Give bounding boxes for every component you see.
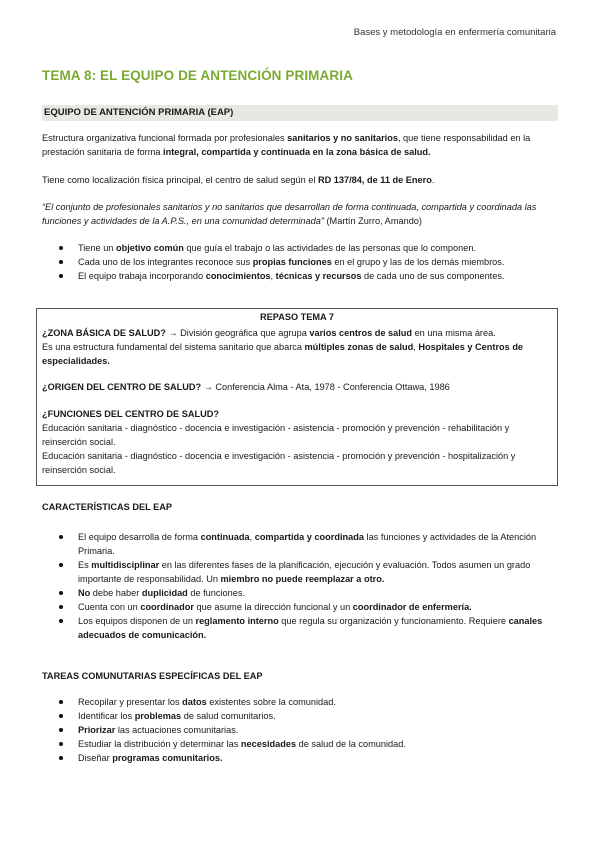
text-run: existentes sobre la comunidad. (206, 697, 336, 707)
text-run: multidisciplinar (91, 560, 160, 570)
text-run: “El conjunto de profesionales sanitarios y no sanitarios que desarrollan de forma continuada, compartida y coordinada las funciones y actividades de la A.P.S., en una comunidad determinada” (42, 202, 537, 226)
text-run: varios centros de salud (309, 328, 413, 338)
caracteristicas-heading: CARACTERÍSTICAS DEL EAP (42, 502, 172, 512)
funciones-list-1: Educación sanitaria - diagnóstico - docencia e investigación - asistencia - promoción y prevención - rehabilitación y reinserción social. (42, 423, 510, 447)
bullet-item (42, 751, 558, 765)
bullet-icon (59, 605, 63, 609)
text-run: , (249, 532, 255, 542)
bullet-item (42, 709, 558, 723)
text-run: . (431, 175, 435, 185)
bullet-item (42, 586, 558, 600)
bullet-item (42, 558, 558, 586)
page-title: TEMA 8: EL EQUIPO DE ANTENCIÓN PRIMARIA (42, 68, 353, 83)
bullet-item (42, 600, 558, 614)
text-run: Hospitales y Centros de especialidades. (42, 342, 524, 366)
text-run: coordinador de enfermería. (352, 602, 472, 612)
text-run: problemas (134, 711, 182, 721)
text-run: de funciones. (187, 588, 246, 598)
text-run: ¿ZONA BÁSICA DE SALUD? (42, 328, 166, 338)
text-run: en el grupo y las de los demás miembros. (331, 257, 505, 267)
text-run: El equipo trabaja incorporando (78, 271, 206, 281)
text-run: , (413, 342, 419, 352)
text-run: necesidades (240, 739, 297, 749)
text-run: ¿ORIGEN DEL CENTRO DE SALUD? → (42, 382, 213, 392)
bullet-icon (59, 274, 63, 278)
review-box (36, 308, 558, 486)
text-run: Cada uno de los integrantes reconoce sus (78, 257, 253, 267)
text-run: las funciones y actividades de la Atención Primaria. (78, 532, 537, 556)
text-run: múltiples zonas de salud (304, 342, 414, 352)
bullet-item (42, 614, 558, 642)
caracteristicas-bullet-list (42, 530, 558, 642)
text-run: Tiene un (78, 243, 116, 253)
bullet-icon (59, 535, 63, 539)
text-run: que regula su organización y funcionamiento. Requiere (278, 616, 509, 626)
bullet-item (42, 269, 558, 283)
text-run: Diseñar (78, 753, 113, 763)
text-run: conocimientos (205, 271, 271, 281)
text-run: No (78, 588, 91, 598)
text-run: → División geográfica que agrupa (165, 328, 310, 338)
text-run: integral, compartida y continuada en la zona básica de salud. (163, 147, 431, 157)
tareas-heading: TAREAS COMUNUTARIAS ESPECÍFICAS DEL EAP (42, 671, 263, 681)
text-run: que asume la dirección funcional y un (193, 602, 353, 612)
definition-paragraph (42, 131, 558, 159)
text-run: sanitarios y no sanitarios (287, 133, 398, 143)
text-run: de salud de la comunidad. (296, 739, 406, 749)
bullet-icon (59, 619, 63, 623)
text-run: propias funciones (252, 257, 332, 267)
funciones-heading: ¿FUNCIONES DEL CENTRO DE SALUD? (42, 409, 219, 419)
text-run: Recopilar y presentar los (78, 697, 183, 707)
text-run: miembro no puede reemplazar a otro. (220, 574, 385, 584)
text-run: las actuaciones comunitarias. (115, 725, 239, 735)
text-run: Cuenta con un (78, 602, 141, 612)
text-run: en una misma área. (412, 328, 496, 338)
text-run: , que tiene responsabilidad en la prestación sanitaria de forma (42, 133, 531, 157)
bullet-icon (59, 742, 63, 746)
text-run: duplicidad (141, 588, 188, 598)
tareas-bullet-list (42, 695, 558, 765)
text-run: RD 137/84, de 11 de Enero (317, 175, 432, 185)
text-run: Estudiar la distribución y determinar las (78, 739, 241, 749)
text-run: Estructura organizativa funcional formada por profesionales (42, 133, 288, 143)
bullet-icon (59, 246, 63, 250)
bullet-icon (59, 260, 63, 264)
estructura-paragraph (42, 340, 552, 368)
origen-line (42, 380, 552, 394)
text-run: continuada (200, 532, 250, 542)
bullet-item (42, 723, 558, 737)
text-run: Los equipos disponen de un (78, 616, 196, 626)
bullet-item (42, 737, 558, 751)
text-run: (Martín Zurro, Amando) (323, 216, 422, 226)
text-run: , (270, 271, 276, 281)
text-run: técnicas y recursos (275, 271, 362, 281)
text-run: Priorizar (78, 725, 116, 735)
zona-basica-line (42, 326, 552, 340)
text-run: Tiene como localización física principal, el centro de salud según el (42, 175, 318, 185)
text-run: Conferencia Alma - Ata, 1978 - Conferencia Ottawa, 1986 (212, 382, 450, 392)
text-run: Es (78, 560, 92, 570)
text-run: compartida y coordinada (254, 532, 364, 542)
location-paragraph (42, 173, 558, 187)
bullet-icon (59, 563, 63, 567)
text-run: objetivo común (115, 243, 184, 253)
text-run: programas comunitarios. (112, 753, 223, 763)
funciones-list-2: Educación sanitaria - diagnóstico - docencia e investigación - asistencia - promoción y prevención - hospitalización y reinserción social. (42, 451, 516, 475)
section-heading-highlight (42, 105, 558, 121)
text-run: debe haber (90, 588, 142, 598)
bullet-item (42, 241, 558, 255)
text-run: en las diferentes fases de la planificación, ejecución y evaluación. Todos asumen un grado importante de responsabilidad. Un (78, 560, 531, 584)
bullet-icon (59, 756, 63, 760)
quote-paragraph (42, 200, 558, 228)
section-heading-eap: EQUIPO DE ANTENCIÓN PRIMARIA (EAP) (44, 107, 234, 118)
text-run: datos (182, 697, 207, 707)
text-run: coordinador (140, 602, 194, 612)
text-run: Es una estructura fundamental del sistema sanitario que abarca (42, 342, 305, 352)
bullet-item (42, 530, 558, 558)
review-box-title: REPASO TEMA 7 (259, 312, 335, 322)
text-run: Identificar los (78, 711, 135, 721)
text-run: reglamento interno (195, 616, 279, 626)
bullet-item (42, 695, 558, 709)
eap-bullet-list (42, 241, 558, 283)
running-header: Bases y metodología en enfermería comunitaria (353, 27, 556, 38)
text-run: que guía el trabajo o las actividades de las personas que lo componen. (183, 243, 477, 253)
text-run: El equipo desarrolla de forma (78, 532, 201, 542)
bullet-icon (59, 714, 63, 718)
text-run: de salud comunitarios. (181, 711, 276, 721)
text-run: de cada uno de sus componentes. (361, 271, 505, 281)
bullet-icon (59, 591, 63, 595)
bullet-icon (59, 728, 63, 732)
bullet-item (42, 255, 558, 269)
text-run: canales adecuados de comunicación. (78, 616, 543, 640)
bullet-icon (59, 700, 63, 704)
